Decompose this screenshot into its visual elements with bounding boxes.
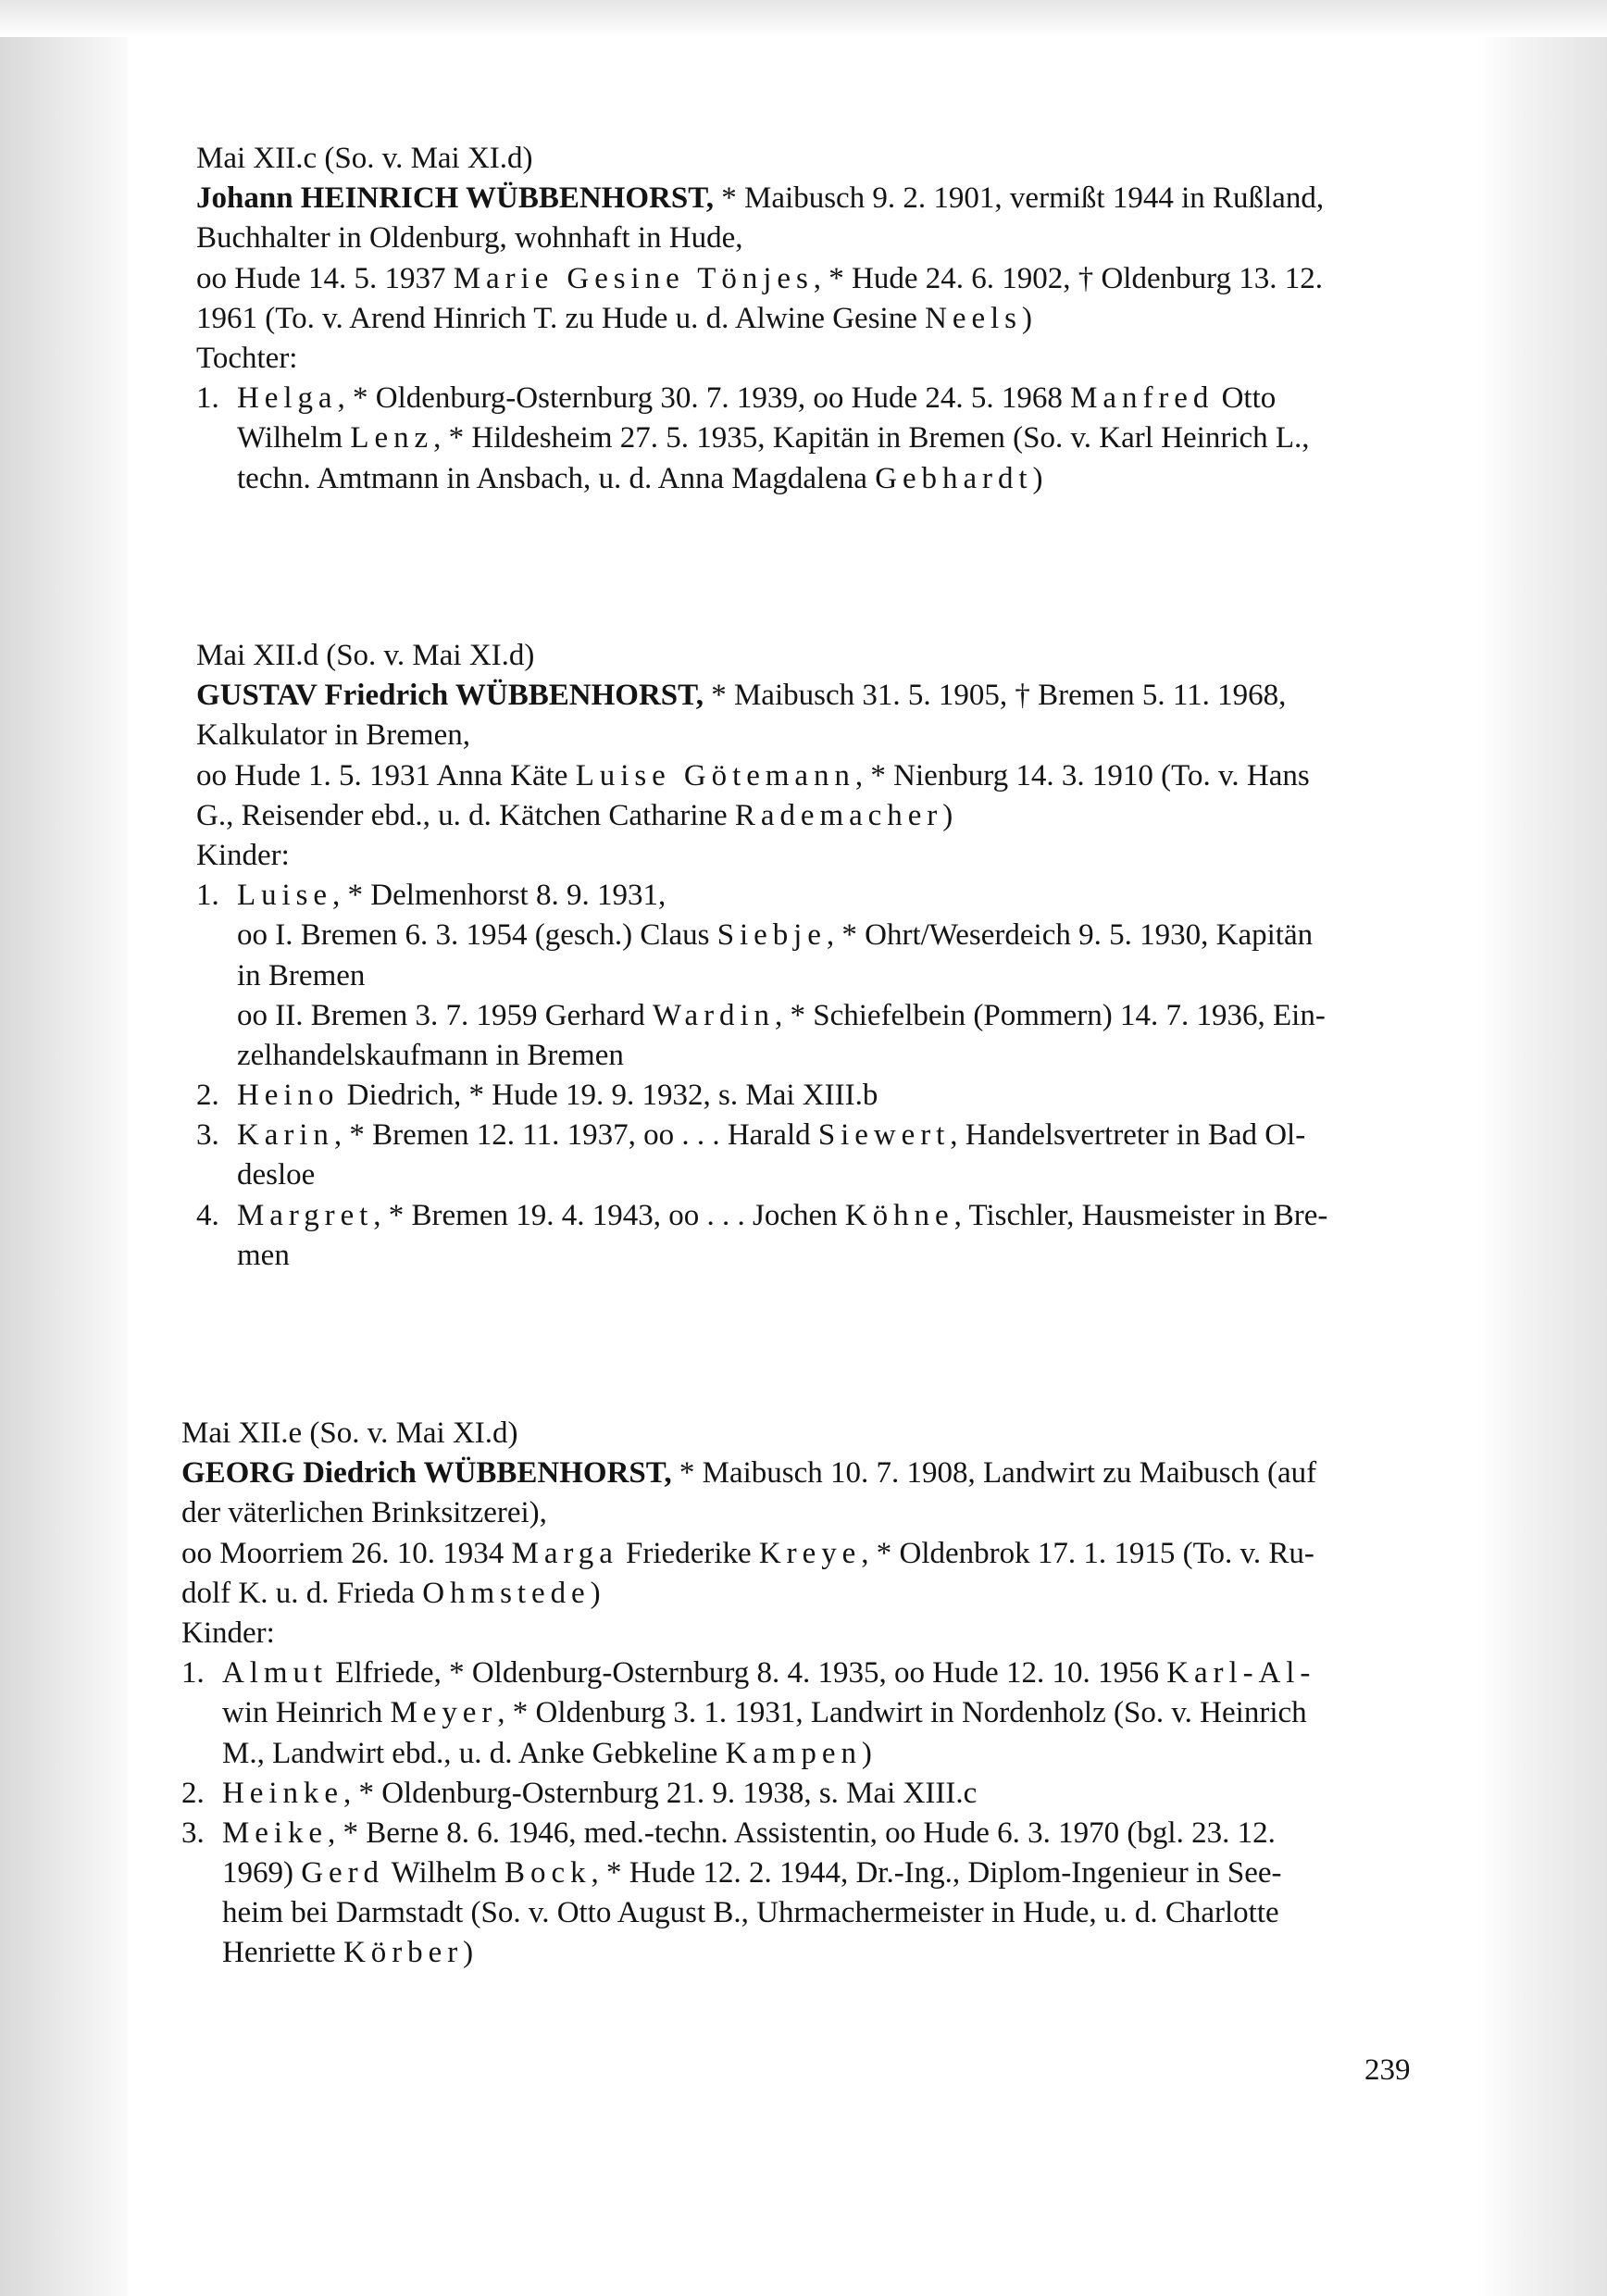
text-line <box>181 1653 1422 1693</box>
surname-spaced: Kreye <box>758 1536 862 1570</box>
surname-spaced: Gebhardt <box>875 461 1033 495</box>
text-run: ) <box>942 798 953 832</box>
text-run: ) <box>861 1736 872 1770</box>
text-line <box>196 876 1437 916</box>
text-run: , * Oldenbrok 17. 1. 1915 (To. v. Ru- <box>861 1536 1314 1570</box>
text-run: Kinder: <box>196 838 290 872</box>
text-run: , * Nienburg 14. 3. 1910 (To. v. Hans <box>854 758 1310 792</box>
list-number: 4. <box>196 1198 219 1232</box>
text-line <box>196 836 1437 876</box>
text-line <box>196 379 1437 418</box>
text-run: in Bremen <box>237 958 366 992</box>
text-line <box>196 916 1437 955</box>
surname-spaced: Karin <box>237 1118 334 1153</box>
text-line <box>196 459 1437 499</box>
text-run: Elfriede, * Oldenburg-Osternburg 8. 4. 1935, oo Hude 12. 10. 1956 <box>328 1656 1167 1691</box>
text-run: Mai XII.d (So. v. Mai XI.d) <box>196 639 535 672</box>
text-run: Kinder: <box>181 1616 275 1650</box>
text-run: M., Landwirt ebd., u. d. Anke Gebkeline <box>222 1736 726 1770</box>
surname-spaced: Almut <box>222 1656 329 1691</box>
text-run: , * Hude 24. 6. 1902, † Oldenburg 13. 12. <box>813 261 1324 295</box>
text-line <box>181 1414 1422 1454</box>
text-run: heim bei Darmstadt (So. v. Otto August B., Uhrmachermeister in Hude, u. d. Charlotte <box>222 1896 1279 1930</box>
text-run: Diedrich, * Hude 19. 9. 1932, s. Mai XIII.b <box>339 1079 878 1113</box>
surname-spaced: Rademacher <box>734 798 943 832</box>
person-heading: GUSTAV Friedrich WÜBBENHORST, <box>196 679 704 713</box>
text-run: , * Bremen 12. 11. 1937, oo . . . Harald <box>333 1118 818 1153</box>
text-line <box>196 299 1437 339</box>
text-run: , * Hude 12. 2. 1944, Dr.-Ing., Diplom-Ingenieur in See- <box>591 1856 1282 1890</box>
text-run: , * Delmenhorst 8. 9. 1931, <box>332 879 666 913</box>
text-run: oo Moorriem 26. 10. 1934 <box>181 1536 512 1570</box>
list-number: 2. <box>181 1776 205 1810</box>
text-line <box>196 1155 1437 1195</box>
surname-spaced: Marga <box>511 1536 618 1570</box>
text-line <box>181 1454 1422 1493</box>
text-run: , * Schiefelbein (Pommern) 14. 7. 1936, Ein- <box>775 998 1326 1032</box>
text-run: * Maibusch 9. 2. 1901, vermißt 1944 in Rußland, <box>714 181 1325 216</box>
text-line <box>196 956 1437 996</box>
text-line <box>181 1534 1422 1574</box>
text-run: oo Hude 14. 5. 1937 <box>196 261 454 295</box>
surname-spaced: Heino <box>237 1079 340 1113</box>
text-run: Otto <box>1214 381 1277 416</box>
text-run: oo Hude 1. 5. 1931 Anna Käte <box>196 758 576 792</box>
text-run: Henriette <box>222 1936 344 1970</box>
surname-spaced: Lenz <box>350 421 434 455</box>
text-run: 1969) <box>222 1856 302 1890</box>
text-line <box>196 1196 1437 1236</box>
list-number: 3. <box>181 1816 205 1850</box>
list-number: 3. <box>196 1118 219 1153</box>
text-line <box>196 636 1437 676</box>
text-run: * Maibusch 31. 5. 1905, † Bremen 5. 11. 1968, <box>703 679 1287 713</box>
surname-spaced: Meyer <box>390 1696 498 1730</box>
text-run: ) <box>590 1576 601 1610</box>
text-line <box>196 218 1437 258</box>
text-line <box>196 139 1437 179</box>
text-line <box>196 259 1437 299</box>
text-line <box>181 1493 1422 1533</box>
surname-spaced: Manfred <box>1070 381 1215 416</box>
page-number: 239 <box>1364 2053 1411 2087</box>
text-run: ) <box>1032 461 1043 495</box>
surname-spaced: Margret <box>237 1198 374 1232</box>
text-run: Friederike <box>617 1536 759 1570</box>
text-line <box>196 716 1437 755</box>
text-run: * Maibusch 10. 7. 1908, Landwirt zu Maibusch (auf <box>671 1456 1317 1491</box>
text-run: der väterlichen Brinksitzerei), <box>181 1496 547 1530</box>
text-run: , * Hildesheim 27. 5. 1935, Kapitän in Bremen (So. v. Karl Heinrich L., <box>433 421 1310 455</box>
text-run: desloe <box>237 1158 316 1192</box>
surname-spaced: Köhne <box>844 1198 954 1232</box>
surname-spaced: Luise <box>237 879 333 913</box>
surname-spaced: Ohmstede <box>422 1576 591 1610</box>
text-run: , * Ohrt/Weserdeich 9. 5. 1930, Kapitän <box>826 918 1314 953</box>
genealogy-entry-mai-xii-c <box>196 139 1437 499</box>
person-heading: Johann HEINRICH WÜBBENHORST, <box>196 181 715 216</box>
surname-spaced: Bock <box>505 1856 592 1890</box>
text-run: Buchhalter in Oldenburg, wohnhaft in Hude, <box>196 221 743 256</box>
surname-spaced: Karl-Al- <box>1166 1656 1316 1691</box>
text-run: , Handelsvertreter in Bad Ol- <box>950 1118 1306 1153</box>
text-line <box>196 1076 1437 1116</box>
text-run: men <box>237 1238 290 1272</box>
text-run: Kalkulator in Bremen, <box>196 718 471 753</box>
surname-spaced: Kampen <box>725 1736 862 1770</box>
text-line <box>181 1853 1422 1893</box>
text-line <box>196 996 1437 1036</box>
text-line <box>196 418 1437 458</box>
text-line <box>181 1574 1422 1614</box>
surname-spaced: Luise Götemann <box>575 758 855 792</box>
text-line <box>196 1236 1437 1276</box>
text-line <box>196 1036 1437 1076</box>
text-run: Mai XII.e (So. v. Mai XI.d) <box>181 1416 518 1450</box>
surname-spaced: Meike <box>222 1816 329 1850</box>
list-number: 1. <box>181 1656 205 1691</box>
text-line <box>196 676 1437 716</box>
text-run: , Tischler, Hausmeister in Bre- <box>953 1198 1328 1232</box>
person-heading: GEORG Diedrich WÜBBENHORST, <box>181 1456 672 1491</box>
text-line <box>196 756 1437 796</box>
genealogy-entry-mai-xii-d <box>196 636 1437 1276</box>
text-run: , * Oldenburg 3. 1. 1931, Landwirt in Nordenholz (So. v. Heinrich <box>497 1696 1307 1730</box>
list-number: 1. <box>196 381 219 416</box>
list-number: 2. <box>196 1079 219 1113</box>
list-number: 1. <box>196 879 219 913</box>
text-line <box>196 179 1437 218</box>
text-run: Tochter: <box>196 341 298 375</box>
surname-spaced: Siebje <box>716 918 827 953</box>
text-run: oo II. Bremen 3. 7. 1959 Gerhard <box>237 998 654 1032</box>
text-run: Mai XII.c (So. v. Mai XI.d) <box>196 142 533 175</box>
surname-spaced: Gerd <box>301 1856 384 1890</box>
surname-spaced: Wardin <box>653 998 775 1032</box>
text-line <box>181 1693 1422 1733</box>
text-line <box>196 339 1437 379</box>
text-line <box>181 1893 1422 1933</box>
text-line <box>181 1614 1422 1653</box>
text-run: , * Oldenburg-Osternburg 30. 7. 1939, oo Hude 24. 5. 1968 <box>337 381 1071 416</box>
text-run: zelhandelskaufmann in Bremen <box>237 1038 624 1072</box>
text-run: 1961 (To. v. Arend Hinrich T. zu Hude u. d. Alwine Gesine <box>196 301 926 335</box>
surname-spaced: Marie Gesine Tönjes <box>453 261 814 295</box>
text-run: , * Oldenburg-Osternburg 21. 9. 1938, s. Mai XIII.c <box>343 1776 978 1810</box>
surname-spaced: Neels <box>925 301 1022 335</box>
surname-spaced: Körber <box>343 1936 464 1970</box>
text-run: , * Berne 8. 6. 1946, med.-techn. Assistentin, oo Hude 6. 3. 1970 (bgl. 23. 12. <box>328 1816 1276 1850</box>
text-line <box>181 1933 1422 1973</box>
text-run: oo I. Bremen 6. 3. 1954 (gesch.) Claus <box>237 918 717 953</box>
text-run: Wilhelm <box>383 1856 505 1890</box>
text-run: , * Bremen 19. 4. 1943, oo . . . Jochen <box>373 1198 845 1232</box>
text-line <box>181 1734 1422 1774</box>
surname-spaced: Heinke <box>222 1776 343 1810</box>
text-line <box>181 1814 1422 1853</box>
text-line <box>181 1774 1422 1814</box>
text-line <box>196 796 1437 836</box>
text-run: ) <box>1021 301 1032 335</box>
surname-spaced: Helga <box>237 381 338 416</box>
text-line <box>196 1116 1437 1155</box>
surname-spaced: Siewert <box>817 1118 951 1153</box>
text-run: techn. Amtmann in Ansbach, u. d. Anna Magdalena <box>237 461 876 495</box>
text-run: dolf K. u. d. Frieda <box>181 1576 423 1610</box>
genealogy-entry-mai-xii-e <box>181 1414 1422 1974</box>
text-run: G., Reisender ebd., u. d. Kätchen Catharine <box>196 798 735 832</box>
text-run: ) <box>463 1936 474 1970</box>
text-run: win Heinrich <box>222 1696 391 1730</box>
text-run: Wilhelm <box>237 421 351 455</box>
